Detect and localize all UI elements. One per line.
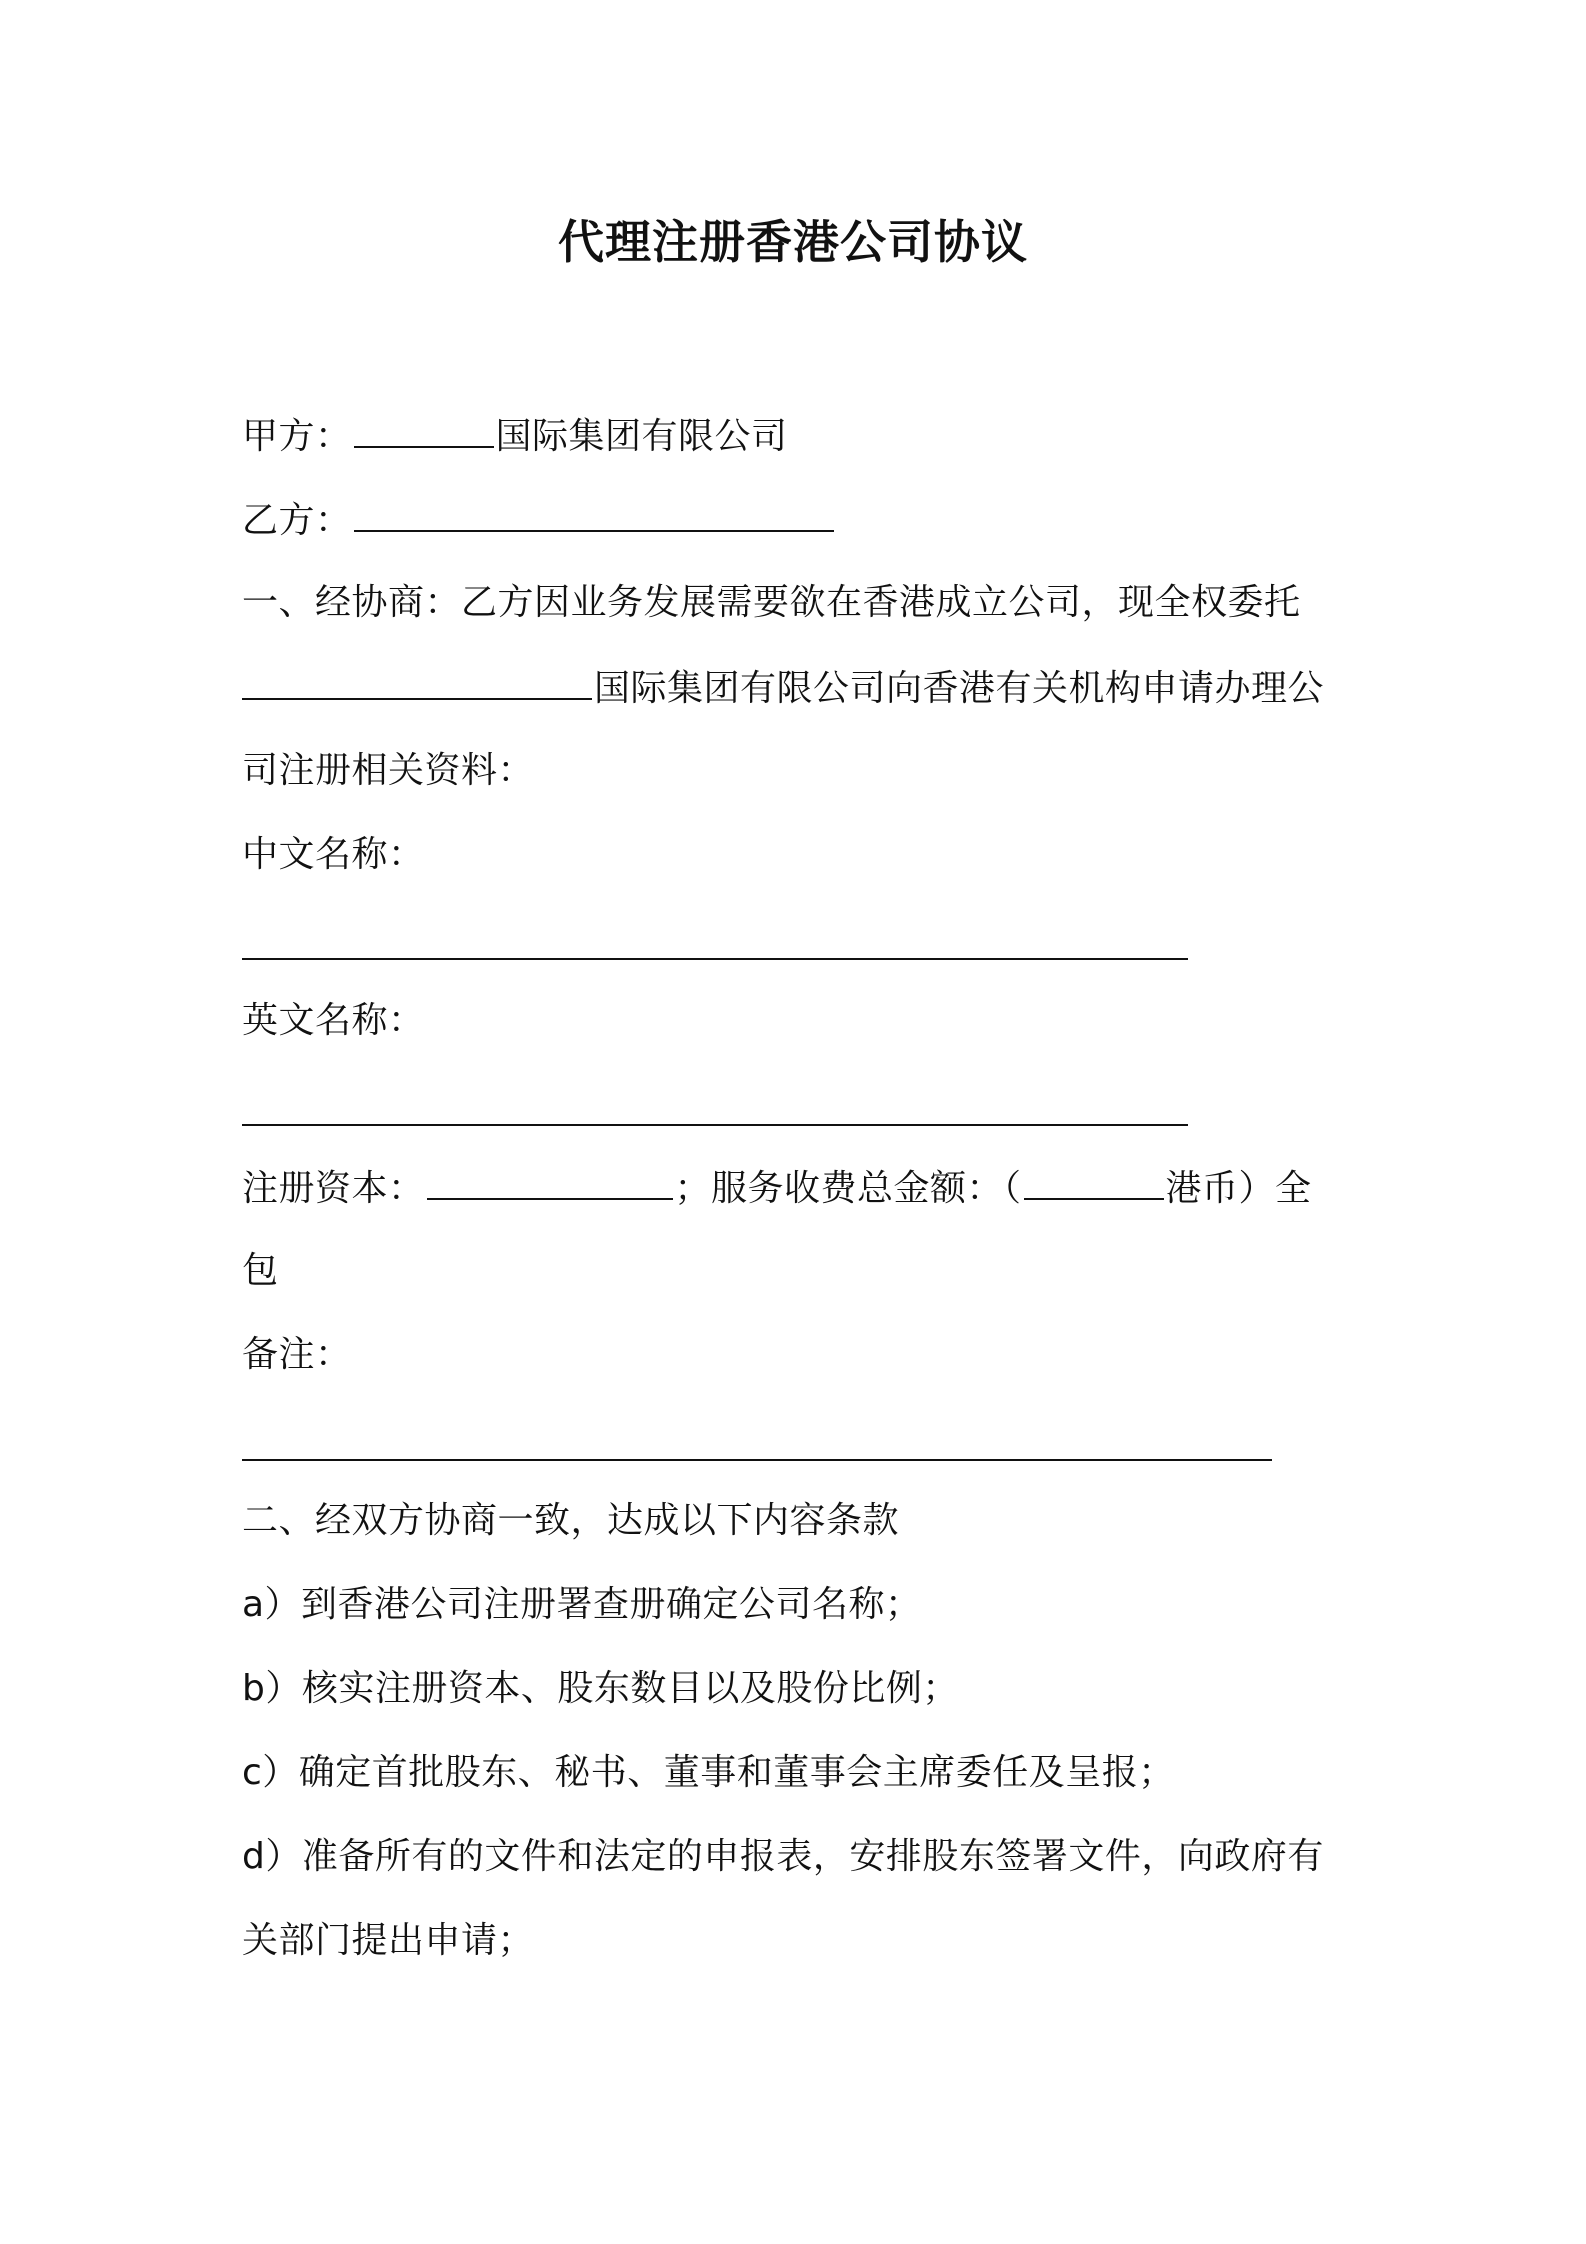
chinese-name-label: 中文名称：	[242, 834, 425, 875]
section2-item-d-cont: 关部门提出申请；	[242, 1920, 535, 1961]
chinese-name-blank	[242, 958, 1188, 960]
remarks-label: 备注：	[242, 1334, 352, 1375]
capital-label: 注册资本：	[242, 1168, 425, 1209]
party-a-suffix: 国际集团有限公司	[495, 416, 788, 457]
section2-heading: 二、经双方协商一致，达成以下内容条款	[242, 1500, 900, 1541]
fee-tail: 包	[242, 1250, 279, 1291]
capital-separator: ；服务收费总金额：（	[674, 1168, 1022, 1209]
party-a-blank	[354, 410, 494, 448]
fee-unit: 港币）全	[1165, 1168, 1312, 1209]
fee-blank	[1024, 1162, 1164, 1200]
remarks-blank	[242, 1459, 1272, 1461]
english-name-label: 英文名称：	[242, 1000, 425, 1041]
section1-line1: 一、经协商：乙方因业务发展需要欲在香港成立公司，现全权委托	[242, 582, 1301, 623]
section2-item-b: b）核实注册资本、股东数目以及股份比例；	[242, 1668, 959, 1709]
section1-line3: 司注册相关资料：	[242, 750, 535, 791]
party-b-blank	[354, 494, 834, 532]
section1-line2-suffix: 国际集团有限公司向香港有关机构申请办理公	[594, 668, 1325, 709]
section2-item-a: a）到香港公司注册署查册确定公司名称；	[242, 1584, 922, 1625]
section1-line2	[242, 662, 1324, 714]
party-a-label: 甲方：	[242, 416, 352, 457]
section2-item-d: d）准备所有的文件和法定的申报表，安排股东签署文件，向政府有	[242, 1836, 1324, 1877]
party-a-line	[242, 410, 788, 462]
document-title: 代理注册香港公司协议	[558, 215, 1028, 269]
english-name-blank	[242, 1124, 1188, 1126]
section2-item-c: c）确定首批股东、秘书、董事和董事会主席委任及呈报；	[242, 1752, 1175, 1793]
party-b-line	[242, 494, 836, 546]
capital-blank	[427, 1162, 673, 1200]
capital-line	[242, 1162, 1312, 1214]
party-b-label: 乙方：	[242, 500, 352, 541]
agent-name-blank	[242, 662, 592, 700]
